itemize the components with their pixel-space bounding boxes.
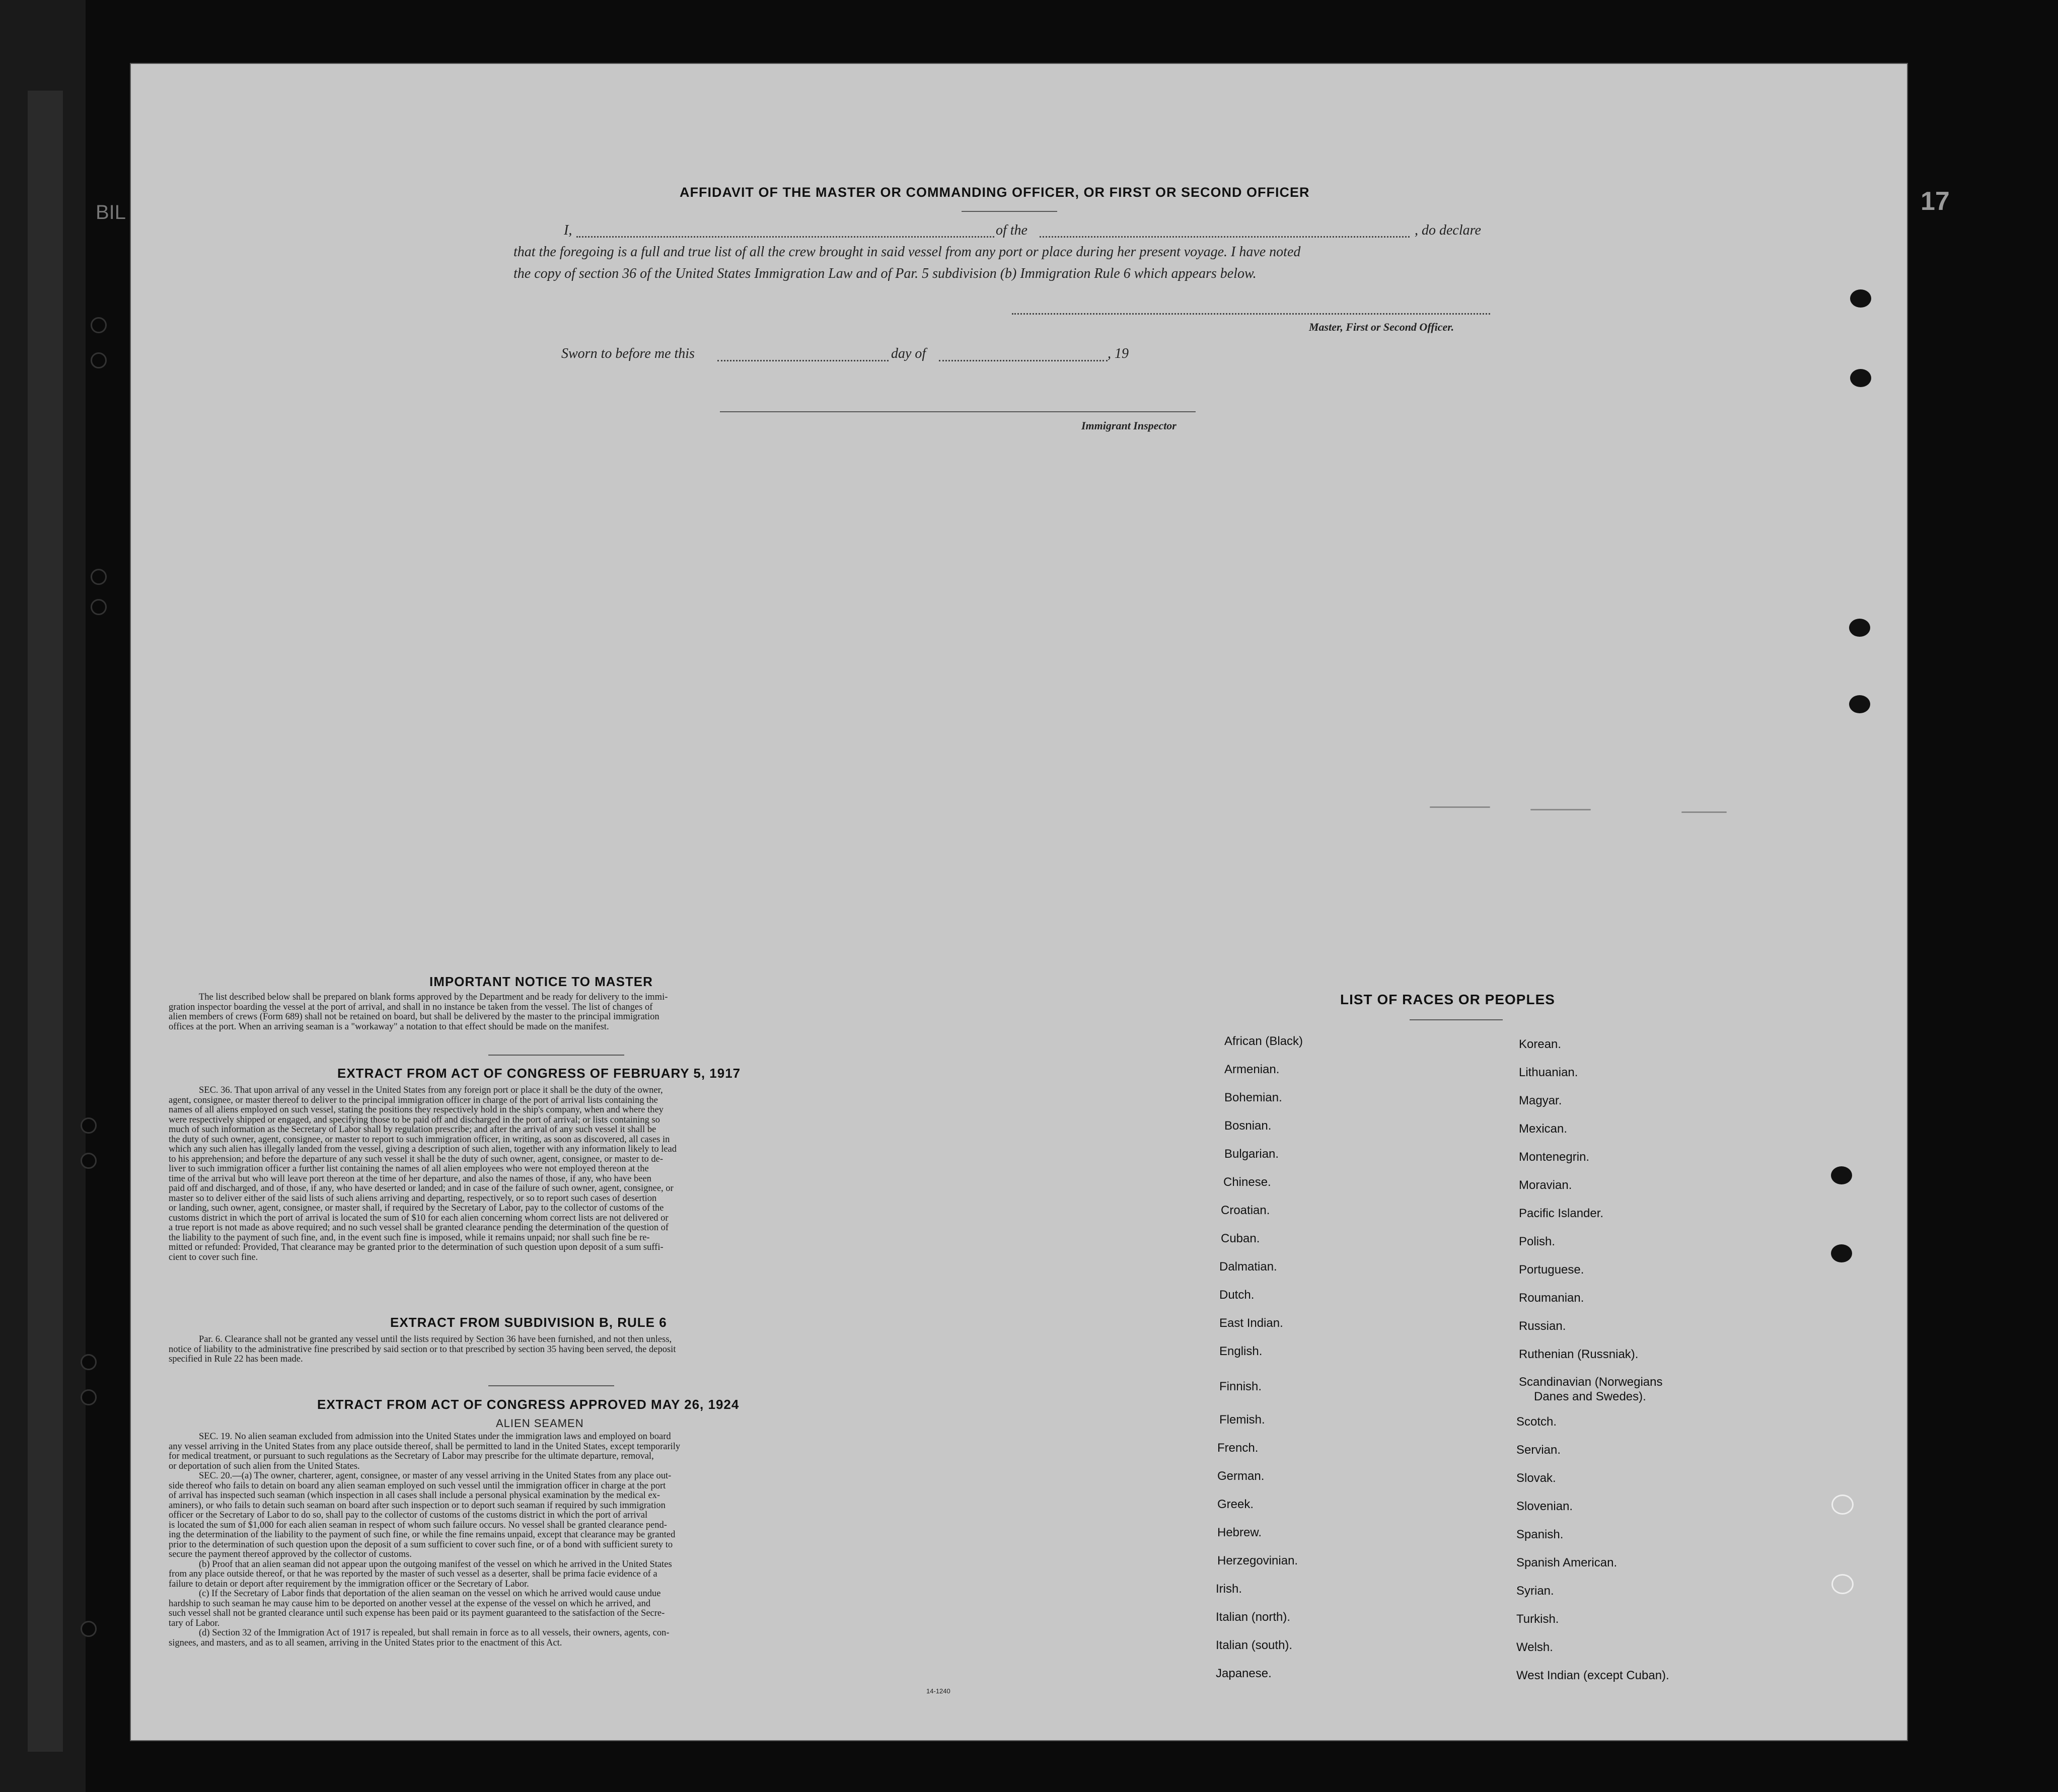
race-right-item: Russian. [1519, 1319, 1566, 1333]
race-right-item: Turkish. [1516, 1612, 1559, 1626]
race-left-item: English. [1219, 1345, 1263, 1358]
race-left-item: Chinese. [1223, 1175, 1271, 1189]
punch-hole [1831, 1244, 1852, 1262]
binding-hole [81, 1389, 97, 1405]
notice-text: The list described below shall be prepared on blank forms approved by the Department and be ready for delivery to the immi- gration inspector boarding the vessel at the port of arrival, and shall in no instance be taken from the vessel. The list of changes of alien members of crews (Form 689) shall not be retained on board, but shall be delivered by the master to the principal immigration offices at the port. When an arriving seaman is a "workaway" a notation to that effect should be made on the manifest. [169, 992, 668, 1032]
race-right-item: Magyar. [1519, 1094, 1562, 1107]
day-of-label: day of [891, 346, 926, 361]
race-left-item: Italian (north). [1216, 1610, 1291, 1624]
binder-edge [0, 0, 86, 1792]
race-left-item: Armenian. [1224, 1063, 1280, 1076]
race-left-item: Greek. [1217, 1498, 1254, 1511]
race-left-item: Cuban. [1221, 1232, 1260, 1245]
page-number: 17 [1921, 187, 1950, 216]
race-right-item: Lithuanian. [1519, 1066, 1578, 1079]
affidavit-of-the: of the [996, 222, 1027, 238]
scan-streak [1430, 806, 1490, 808]
race-left-item: German. [1217, 1469, 1265, 1483]
binding-hole [81, 1117, 97, 1134]
race-left-item: Japanese. [1216, 1667, 1272, 1680]
form-number: 14-1240 [926, 1687, 950, 1695]
races-rule [1410, 1019, 1503, 1020]
binding-hole [91, 317, 107, 333]
affidavit-line2: that the foregoing is a full and true list of all the crew brought in said vessel from any port or place during her present voyage. I have noted [513, 244, 1301, 260]
affidavit-title: AFFIDAVIT OF THE MASTER OR COMMANDING OFFICER, OR FIRST OR SECOND OFFICER [680, 185, 1310, 200]
vessel-blank [1040, 236, 1410, 238]
section-rule [488, 1385, 614, 1386]
race-right-item: Moravian. [1519, 1178, 1572, 1192]
race-right-item: Montenegrin. [1519, 1150, 1590, 1164]
binding-hole [91, 599, 107, 615]
races-title: LIST OF RACES OR PEOPLES [1340, 992, 1555, 1007]
sworn-label: Sworn to before me this [561, 346, 695, 361]
race-right-item: Slovenian. [1516, 1500, 1573, 1513]
race-left-item: French. [1217, 1441, 1259, 1455]
race-left-item: Hebrew. [1217, 1526, 1262, 1539]
race-right-item: Scotch. [1516, 1415, 1557, 1429]
race-right-item: Portuguese. [1519, 1263, 1584, 1277]
extract-1924-subtitle: ALIEN SEAMEN [496, 1417, 584, 1430]
race-left-item: Irish. [1216, 1582, 1242, 1596]
punch-hole [1850, 369, 1871, 387]
race-right-item: Spanish American. [1516, 1556, 1618, 1570]
race-right-item: Korean. [1519, 1037, 1562, 1051]
binding-hole [91, 352, 107, 368]
race-left-item: Italian (south). [1216, 1638, 1293, 1652]
inspector-signature-line [720, 411, 1196, 412]
race-right-item: Pacific Islander. [1519, 1207, 1604, 1220]
notice-title: IMPORTANT NOTICE TO MASTER [429, 974, 653, 989]
year-label: , 19 [1108, 346, 1129, 361]
punch-hole [1850, 289, 1871, 308]
race-right-item: Roumanian. [1519, 1291, 1584, 1305]
race-right-item: Scandinavian (Norwegians [1519, 1375, 1663, 1389]
ring-hole [1831, 1574, 1854, 1594]
race-left-item: African (Black) [1224, 1034, 1303, 1048]
extract-rule6-title: EXTRACT FROM SUBDIVISION B, RULE 6 [390, 1315, 667, 1330]
race-left-item: Bulgarian. [1224, 1147, 1279, 1161]
affidavit-line3: the copy of section 36 of the United States Immigration Law and of Par. 5 subdivision (b) Immigration Rule 6 which appears below. [513, 266, 1257, 281]
punch-hole [1831, 1166, 1852, 1184]
sworn-month-blank [939, 360, 1108, 361]
scan-streak [1681, 811, 1727, 813]
binding-hole [91, 569, 107, 585]
race-right-item: West Indian (except Cuban). [1516, 1669, 1669, 1682]
affidavit-i: I, [564, 222, 572, 238]
race-left-item: Croatian. [1221, 1204, 1270, 1217]
section-rule [488, 1055, 624, 1056]
title-rule [962, 211, 1057, 212]
race-left-item: Bosnian. [1224, 1119, 1272, 1133]
race-left-item: Flemish. [1219, 1413, 1265, 1427]
master-signature-line [1012, 313, 1490, 315]
extract-1924-text: SEC. 19. No alien seaman excluded from admission into the United States under the immigration laws and employed on board any vessel arriving in the United States from any place outside thereof, shall be permitted to land in the United States, except temporarily for medical treatment, or pursuant to such regulations as the Secretary of Labor may prescribe for the ultimate departure, removal, or deportation of such alien from the United States. SEC. 20.—(a) The owner, charterer, agent, consignee, or master of any vessel arriving in the United States from any place out- side thereof who fails to detain on board any alien seaman employed on such vessel until the immigration officer in charge at the port of arrival has inspected such seaman (which inspection in all cases shall include a personal physical examination by the medical ex- aminers), or who fails to detain such seaman on board after such inspection or to deport such seaman if required by such immigration officer or the Secretary of Labor to do so, shall pay to the collector of customs of the customs district in which the port of arrival is located the sum of $1,000 for each alien seaman in respect of whom such failure occurs. No vessel shall be granted clearance pend- ing the determination of the liability to the payment of such fine, or while the fine remains unpaid, except that clearance may be granted prior to the determination of such question upon the deposit of a sum sufficient to cover such fine, or of a bond with sufficient surety to secure the payment thereof approved by the collector of customs. (b) Proof that an alien seaman did not appear upon the outgoing manifest of the vessel on which he arrived in the United States from any place outside thereof, or that he was reported by the master of such vessel as a deserter, shall be prima facie evidence of a failure to detain or deport after requirement by the immigration officer or the Secretary of Labor. (c) If the Secretary of Labor finds that deportation of the alien seaman on the vessel on which he arrived would cause undue hardship to such seaman he may cause him to be deported on another vessel at the expense of the vessel on which he arrived, and such vessel shall not be granted clearance until such expense has been paid or its payment guaranteed to the satisfaction of the Secre- tary of Labor. (d) Section 32 of the Immigration Act of 1917 is repealed, but shall remain in force as to all vessels, their owners, agents, con- signees, and masters, and as to all seamen, arriving in the United States prior to the enactment of this Act. [169, 1432, 681, 1648]
punch-hole [1849, 619, 1870, 637]
binder-strip [28, 91, 63, 1752]
scan-streak [1530, 809, 1591, 810]
race-left-item: East Indian. [1219, 1316, 1283, 1330]
ring-hole [1831, 1495, 1854, 1515]
document-page [130, 63, 1908, 1741]
race-right-item: Spanish. [1516, 1528, 1564, 1541]
sworn-day-blank [717, 360, 889, 361]
punch-hole [1849, 695, 1870, 713]
binding-hole [81, 1153, 97, 1169]
race-left-item: Dutch. [1219, 1288, 1255, 1302]
binding-hole [81, 1621, 97, 1637]
race-right-item: Servian. [1516, 1443, 1561, 1457]
extract-1917-text: SEC. 36. That upon arrival of any vessel in the United States from any foreign port or place it shall be the duty of the owner, agent, consignee, or master thereof to deliver to the principal immigration officer in charge of the port of arrival lists containing the names of all aliens employed on such vessel, stating the positions they respectively hold in the ship's company, when and where they were respectively shipped or engaged, and specifying those to be paid off and discharged in the port of arrival; or lists containing so much of such information as the Secretary of Labor shall by regulation prescribe; and after the arrival of any such vessel it shall be the duty of such owner, agent, consignee, or master to report to such immigration officer, in writing, as soon as discovered, all cases in which any such alien has illegally landed from the vessel, giving a description of such alien, together with any information likely to lead to his apprehension; and before the departure of any such vessel it shall be the duty of such owner, agent, consignee, or master to de- liver to such immigration officer a further list containing the names of all alien employees who were not employed thereon at the time of the arrival but who will leave port thereon at the time of her departure, and also the names of those, if any, who have been paid off and discharged, and of those, if any, who have deserted or landed; and in case of the failure of such owner, agent, consignee, or master so to deliver either of the said lists of such aliens arriving and departing, respectively, or so to report such cases of desertion or landing, such owner, agent, consignee, or master shall, if required by the Secretary of Labor, pay to the collector of customs of the customs district in which the port of arrival is located the sum of $10 for each alien concerning whom correct lists are not delivered or a true report is not made as above required; and no such vessel shall be granted clearance pending the determination of the question of the liability to the payment of such fine, and, in the event such fine is imposed, while it remains unpaid; nor shall such fine be re- mitted or refunded: Provided, That clearance may be granted prior to the determination of such question upon deposit of a sum suffi- cient to cover such fine. [169, 1085, 677, 1262]
race-left-item: Herzegovinian. [1217, 1554, 1298, 1567]
race-right-item: Slovak. [1516, 1471, 1556, 1485]
race-left-item: Finnish. [1219, 1380, 1262, 1393]
name-blank [576, 236, 994, 238]
margin-label: BIL [96, 201, 126, 223]
binding-hole [81, 1354, 97, 1370]
extract-1924-title: EXTRACT FROM ACT OF CONGRESS APPROVED MAY 26, 1924 [317, 1397, 740, 1412]
race-left-item: Bohemian. [1224, 1091, 1282, 1104]
race-right-item: Danes and Swedes). [1534, 1390, 1646, 1403]
extract-1917-title: EXTRACT FROM ACT OF CONGRESS OF FEBRUARY 5, 1917 [337, 1066, 741, 1081]
race-right-item: Ruthenian (Russniak). [1519, 1348, 1639, 1361]
extract-rule6-text: Par. 6. Clearance shall not be granted any vessel until the lists required by Section 36 have been furnished, and not then unless, notice of liability to the administrative fine prescribed by said section or to that prescribed by section 35 having been served, the deposit specified in Rule 22 has been made. [169, 1334, 676, 1364]
race-right-item: Mexican. [1519, 1122, 1568, 1136]
race-right-item: Syrian. [1516, 1584, 1554, 1598]
race-left-item: Dalmatian. [1219, 1260, 1277, 1274]
inspector-caption: Immigrant Inspector [1081, 419, 1177, 432]
master-caption: Master, First or Second Officer. [1309, 321, 1454, 333]
race-right-item: Welsh. [1516, 1640, 1553, 1654]
race-right-item: Polish. [1519, 1235, 1556, 1248]
affidavit-declare: , do declare [1415, 222, 1481, 238]
